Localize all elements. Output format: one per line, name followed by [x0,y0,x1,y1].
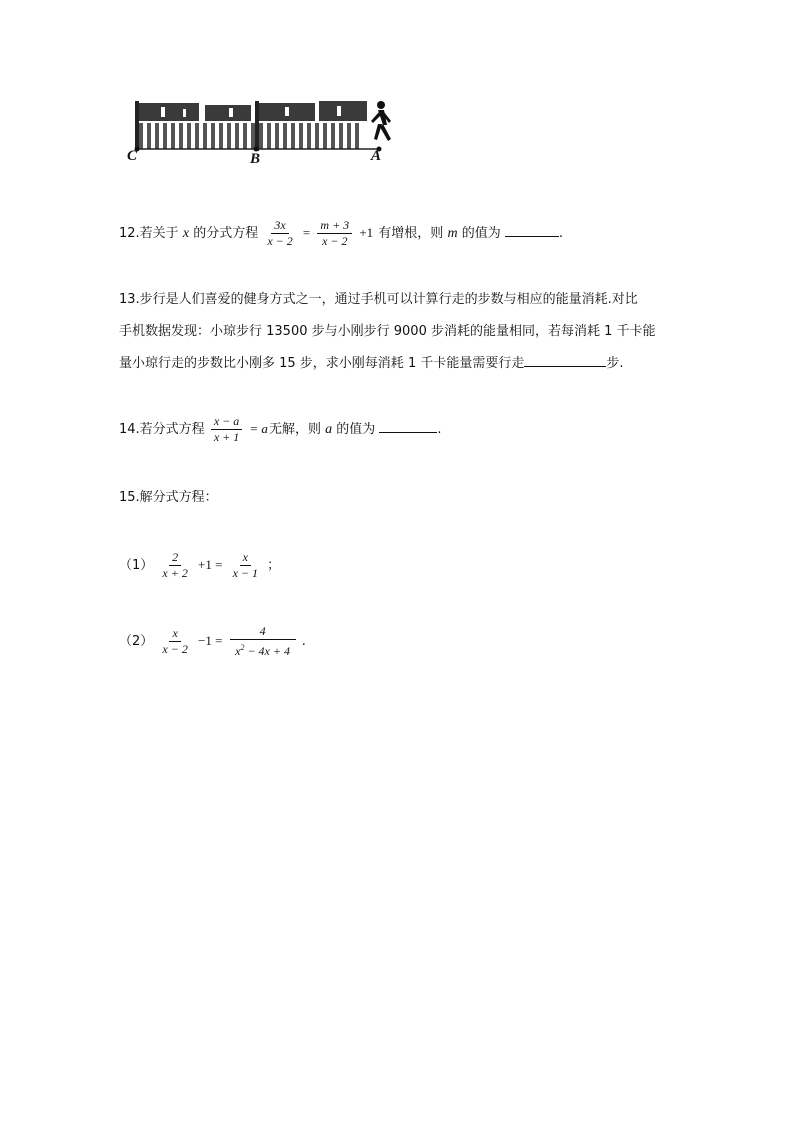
var-x: x [182,226,190,241]
question-15-part-1: （1） $\frac{2}{x + 2}$ +1 = $\frac{x}{x - 1}$ ； [119,550,281,580]
walking-person-icon [371,101,391,141]
question-15-title: 15.解分式方程： [119,490,218,505]
question-12: 12.若关于 x 的分式方程 $\frac{3x}{x - 2}$ = $\frac{m + 3}{x - 2}$ +1 有增根，则 m 的值为 . [119,218,564,248]
var-m: m [447,226,458,241]
var-a: a [325,422,333,437]
fence-top-panels [137,101,367,121]
question-13: 13.步行是人们喜爱的健身方式之一，通过手机可以计算行走的步数与相应的能量消耗.对比 手机数据发现：小琼步行 13500 步与小刚步行 9000 步消耗的能量相同，若每消耗 1 千卡能 量小琼行走的步数比小刚多 15 步，求小刚每消耗 1 千卡能量需要行走 步. [119,292,656,371]
label-b: B [250,151,261,167]
fraction-rhs: $\frac{m + 3}{x - 2}$ [317,218,352,249]
fence-pickets [139,123,359,149]
label-c: C [127,148,138,164]
answer-blank-13[interactable] [524,353,606,367]
question-14: 14.若分式方程 $\frac{x - a}{x + 1}$ = a无解，则 a 的值为 . [119,414,442,444]
fraction-14: $\frac{x - a}{x + 1}$ [211,414,242,445]
fence-figure [125,95,405,175]
fraction-lhs: $\frac{3x}{x - 2}$ [267,218,293,248]
answer-blank-14[interactable] [379,419,437,433]
label-a: A [371,148,382,164]
question-15-part-2: （2） $\frac{x}{x - 2}$ −1 = $\frac{4}{x^2 - 4x + 4}$ . [119,624,306,658]
answer-blank-12[interactable] [505,223,559,237]
